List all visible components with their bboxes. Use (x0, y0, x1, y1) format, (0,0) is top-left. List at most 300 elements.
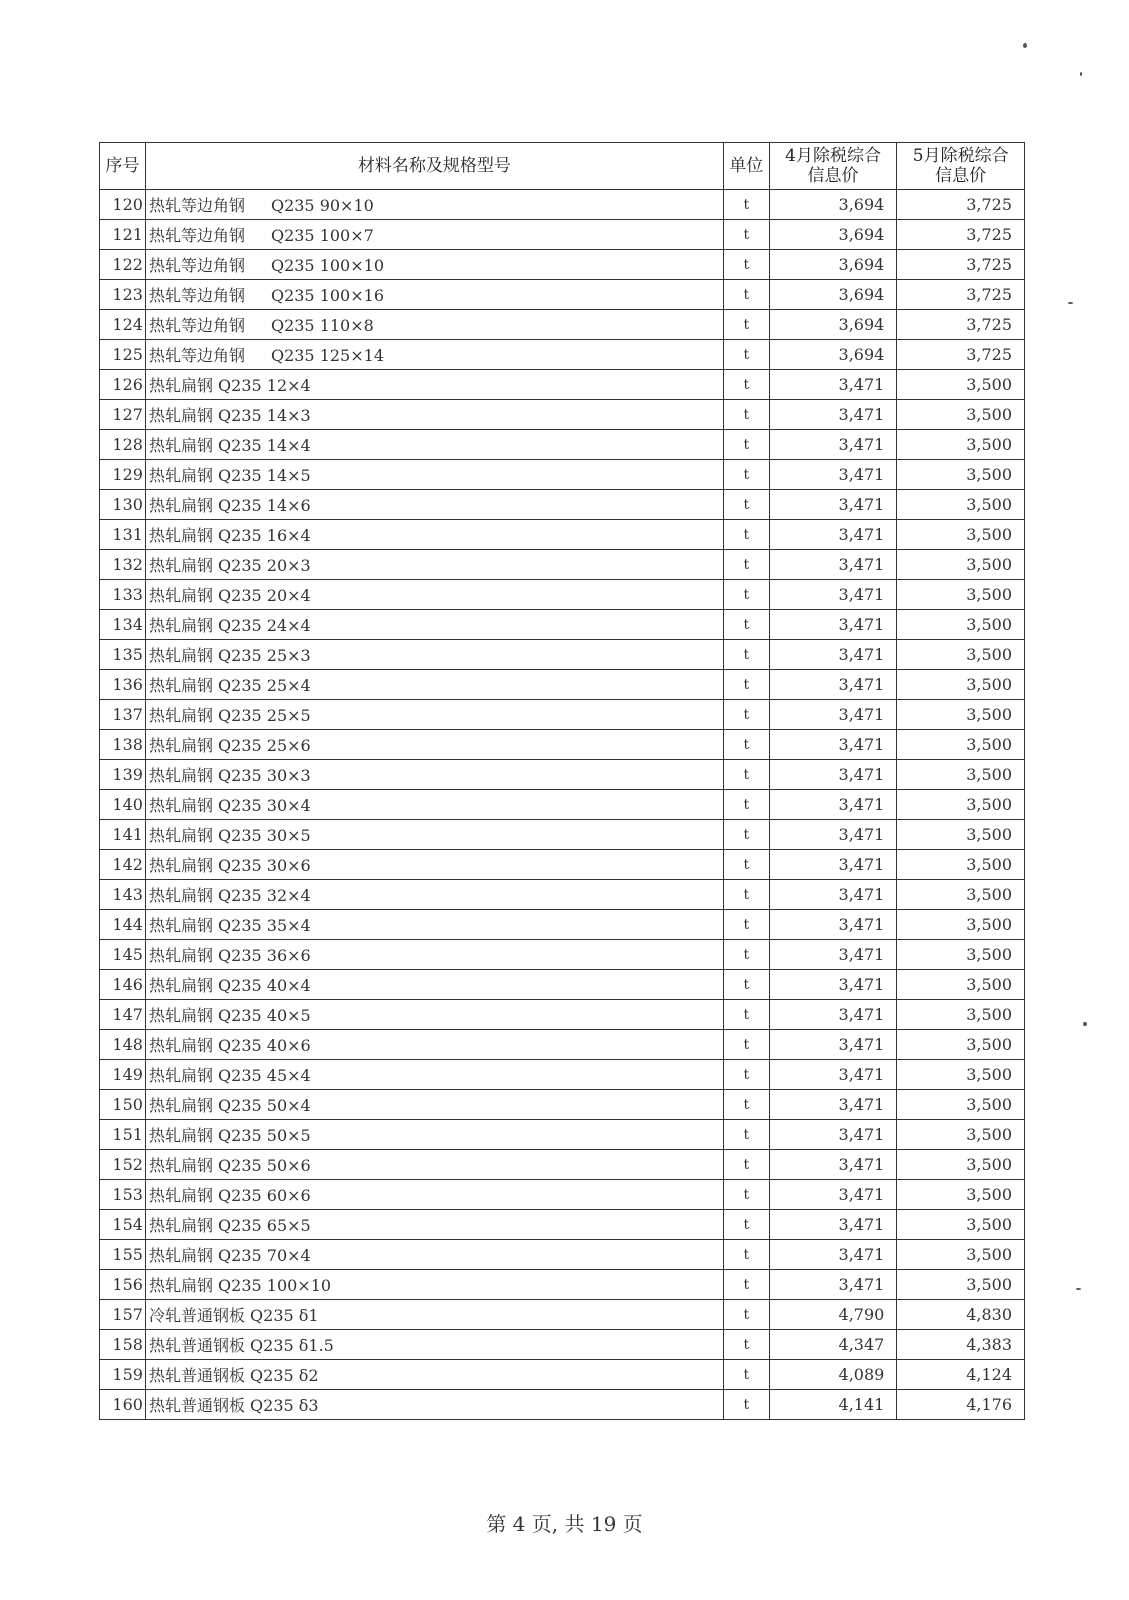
row-material-label: 热轧扁钢 Q235 40×4 (148, 976, 311, 995)
row-material-name (145, 490, 723, 520)
row-seq: 145 (100, 940, 146, 970)
row-unit: t (723, 640, 769, 670)
row-seq: 129 (100, 460, 146, 490)
table-row (100, 280, 1025, 310)
row-material-label: 热轧等边角钢 (148, 346, 245, 365)
row-seq: 124 (100, 310, 146, 340)
row-material-name (145, 1150, 723, 1180)
table-row (100, 430, 1025, 460)
table-row (100, 340, 1025, 370)
row-material-name (145, 220, 723, 250)
header-april-price (769, 143, 897, 190)
header-seq: 序号 (100, 143, 146, 190)
row-unit: t (723, 1030, 769, 1060)
row-material-name (145, 430, 723, 460)
row-unit: t (723, 760, 769, 790)
row-material-label: 热轧扁钢 Q235 40×5 (148, 1006, 311, 1025)
row-april-price: 3,471 (769, 550, 897, 580)
page-footer: 第 4 页, 共 19 页 (486, 1512, 643, 1536)
header-april-line1: 4月除税综合 (785, 146, 881, 166)
row-april-price: 3,471 (769, 520, 897, 550)
row-material-label: 热轧扁钢 Q235 50×4 (148, 1096, 311, 1115)
row-seq: 160 (100, 1390, 146, 1420)
table-row (100, 700, 1025, 730)
row-material-label: 热轧扁钢 Q235 36×6 (148, 946, 311, 965)
table-row (100, 640, 1025, 670)
table-row (100, 1150, 1025, 1180)
row-seq: 121 (100, 220, 146, 250)
row-april-price: 3,471 (769, 940, 897, 970)
table-row (100, 1330, 1025, 1360)
row-seq: 126 (100, 370, 146, 400)
row-april-price: 4,089 (769, 1360, 897, 1390)
row-material-label: 热轧扁钢 Q235 40×6 (148, 1036, 311, 1055)
row-may-price: 3,500 (897, 1030, 1025, 1060)
row-seq: 134 (100, 610, 146, 640)
row-material-label: 热轧等边角钢 (148, 256, 245, 275)
row-unit: t (723, 1090, 769, 1120)
table-body (100, 190, 1025, 1420)
row-may-price: 3,500 (897, 370, 1025, 400)
row-unit: t (723, 430, 769, 460)
table-row (100, 580, 1025, 610)
row-material-name (145, 1390, 723, 1420)
row-material-label: 热轧扁钢 Q235 70×4 (148, 1246, 311, 1265)
table-row (100, 400, 1025, 430)
row-material-spec: Q235 100×10 (270, 256, 384, 275)
row-seq: 159 (100, 1360, 146, 1390)
row-may-price: 3,500 (897, 580, 1025, 610)
row-material-name (145, 1000, 723, 1030)
row-seq: 152 (100, 1150, 146, 1180)
row-material-name (145, 1270, 723, 1300)
row-material-name (145, 850, 723, 880)
row-unit: t (723, 340, 769, 370)
row-material-name (145, 610, 723, 640)
header-may-price (897, 143, 1025, 190)
row-april-price: 3,694 (769, 310, 897, 340)
row-may-price: 3,500 (897, 1210, 1025, 1240)
row-unit: t (723, 820, 769, 850)
row-seq: 148 (100, 1030, 146, 1060)
row-material-name (145, 580, 723, 610)
row-material-name (145, 400, 723, 430)
row-may-price: 3,500 (897, 910, 1025, 940)
table-row (100, 970, 1025, 1000)
row-material-label: 热轧等边角钢 (148, 196, 245, 215)
row-material-name (145, 1090, 723, 1120)
row-april-price: 3,471 (769, 1240, 897, 1270)
row-material-name (145, 1060, 723, 1090)
row-april-price: 3,471 (769, 640, 897, 670)
row-seq: 143 (100, 880, 146, 910)
row-april-price: 3,471 (769, 760, 897, 790)
table-row (100, 250, 1025, 280)
row-material-label: 热轧扁钢 Q235 16×4 (148, 526, 311, 545)
row-unit: t (723, 370, 769, 400)
row-unit: t (723, 880, 769, 910)
row-unit: t (723, 1360, 769, 1390)
row-may-price: 3,500 (897, 520, 1025, 550)
row-unit: t (723, 1330, 769, 1360)
row-unit: t (723, 970, 769, 1000)
header-april-line2: 信息价 (807, 166, 859, 186)
row-may-price: 3,500 (897, 700, 1025, 730)
row-unit: t (723, 580, 769, 610)
scan-speck (1083, 1022, 1087, 1026)
row-may-price: 3,500 (897, 1120, 1025, 1150)
row-seq: 125 (100, 340, 146, 370)
row-material-name (145, 1360, 723, 1390)
row-seq: 135 (100, 640, 146, 670)
row-unit: t (723, 520, 769, 550)
row-seq: 146 (100, 970, 146, 1000)
row-may-price: 3,500 (897, 730, 1025, 760)
row-unit: t (723, 610, 769, 640)
row-material-label: 热轧扁钢 Q235 100×10 (148, 1276, 332, 1295)
table-row (100, 610, 1025, 640)
row-unit: t (723, 790, 769, 820)
row-may-price: 3,500 (897, 460, 1025, 490)
row-material-name (145, 1210, 723, 1240)
row-material-name (145, 520, 723, 550)
row-material-label: 热轧等边角钢 (148, 286, 245, 305)
row-april-price: 3,471 (769, 610, 897, 640)
row-april-price: 3,471 (769, 880, 897, 910)
row-material-label: 热轧扁钢 Q235 50×6 (148, 1156, 311, 1175)
row-may-price: 3,500 (897, 550, 1025, 580)
table-row (100, 550, 1025, 580)
row-material-spec: Q235 100×7 (270, 226, 374, 245)
row-unit: t (723, 460, 769, 490)
header-may-line1: 5月除税综合 (912, 146, 1009, 166)
row-material-name (145, 940, 723, 970)
row-material-label: 热轧扁钢 Q235 32×4 (148, 886, 311, 905)
row-april-price: 3,694 (769, 250, 897, 280)
row-unit: t (723, 850, 769, 880)
table-row (100, 1030, 1025, 1060)
table-row (100, 460, 1025, 490)
row-material-name (145, 370, 723, 400)
row-may-price: 3,500 (897, 670, 1025, 700)
row-april-price: 4,790 (769, 1300, 897, 1330)
row-material-label: 热轧扁钢 Q235 30×5 (148, 826, 311, 845)
row-may-price: 3,725 (897, 220, 1025, 250)
row-seq: 141 (100, 820, 146, 850)
row-seq: 133 (100, 580, 146, 610)
row-material-name (145, 250, 723, 280)
row-april-price: 3,471 (769, 1210, 897, 1240)
row-unit: t (723, 400, 769, 430)
row-april-price: 3,694 (769, 220, 897, 250)
table-row (100, 790, 1025, 820)
row-may-price: 3,500 (897, 1270, 1025, 1300)
row-material-label: 热轧扁钢 Q235 20×4 (148, 586, 311, 605)
row-unit: t (723, 670, 769, 700)
row-april-price: 3,471 (769, 700, 897, 730)
row-material-name (145, 550, 723, 580)
row-material-label: 热轧扁钢 Q235 35×4 (148, 916, 311, 935)
row-material-spec: Q235 125×14 (270, 346, 384, 365)
row-may-price: 4,830 (897, 1300, 1025, 1330)
table-row (100, 1120, 1025, 1150)
row-seq: 130 (100, 490, 146, 520)
row-material-label: 热轧扁钢 Q235 12×4 (148, 376, 311, 395)
table-row (100, 490, 1025, 520)
row-unit: t (723, 1060, 769, 1090)
row-material-name (145, 1240, 723, 1270)
row-unit: t (723, 730, 769, 760)
row-unit: t (723, 1150, 769, 1180)
table-row (100, 1240, 1025, 1270)
row-material-name (145, 910, 723, 940)
table-row (100, 370, 1025, 400)
row-april-price: 3,471 (769, 1090, 897, 1120)
row-material-label: 热轧等边角钢 (148, 226, 245, 245)
table-row (100, 310, 1025, 340)
row-may-price: 3,500 (897, 1180, 1025, 1210)
row-may-price: 3,500 (897, 1060, 1025, 1090)
row-material-label: 热轧扁钢 Q235 14×4 (148, 436, 311, 455)
row-material-label: 热轧普通钢板 Q235 δ1.5 (148, 1336, 334, 1355)
row-seq: 123 (100, 280, 146, 310)
row-unit: t (723, 1390, 769, 1420)
row-may-price: 3,500 (897, 940, 1025, 970)
row-material-name (145, 340, 723, 370)
row-seq: 144 (100, 910, 146, 940)
table-row (100, 1300, 1025, 1330)
row-april-price: 3,471 (769, 1030, 897, 1060)
row-seq: 154 (100, 1210, 146, 1240)
row-material-name (145, 640, 723, 670)
row-unit: t (723, 1270, 769, 1300)
row-material-label: 热轧普通钢板 Q235 δ2 (148, 1366, 319, 1385)
row-may-price: 3,725 (897, 280, 1025, 310)
row-unit: t (723, 910, 769, 940)
row-seq: 136 (100, 670, 146, 700)
scan-speck (1023, 43, 1027, 48)
row-material-label: 热轧扁钢 Q235 25×6 (148, 736, 311, 755)
row-unit: t (723, 700, 769, 730)
row-april-price: 3,694 (769, 190, 897, 220)
row-unit: t (723, 310, 769, 340)
row-may-price: 3,500 (897, 400, 1025, 430)
row-material-spec: Q235 110×8 (270, 316, 374, 335)
row-material-label: 热轧扁钢 Q235 50×5 (148, 1126, 311, 1145)
row-material-label: 热轧扁钢 Q235 14×3 (148, 406, 311, 425)
row-may-price: 3,500 (897, 760, 1025, 790)
row-unit: t (723, 490, 769, 520)
row-material-label: 热轧扁钢 Q235 45×4 (148, 1066, 311, 1085)
row-may-price: 3,500 (897, 820, 1025, 850)
table-row (100, 1180, 1025, 1210)
row-may-price: 3,500 (897, 1150, 1025, 1180)
header-may-line2: 信息价 (935, 166, 987, 186)
row-april-price: 3,471 (769, 910, 897, 940)
row-april-price: 3,471 (769, 970, 897, 1000)
row-may-price: 3,725 (897, 190, 1025, 220)
row-unit: t (723, 1210, 769, 1240)
table-row (100, 1270, 1025, 1300)
table-header-row (100, 143, 1025, 190)
row-seq: 149 (100, 1060, 146, 1090)
row-april-price: 3,471 (769, 370, 897, 400)
row-material-name (145, 280, 723, 310)
row-april-price: 3,694 (769, 340, 897, 370)
table-row (100, 670, 1025, 700)
price-table (99, 142, 1025, 1420)
header-unit: 单位 (723, 143, 769, 190)
row-material-label: 热轧扁钢 Q235 30×3 (148, 766, 311, 785)
row-april-price: 3,471 (769, 430, 897, 460)
table-row (100, 1390, 1025, 1420)
row-seq: 127 (100, 400, 146, 430)
row-seq: 153 (100, 1180, 146, 1210)
table-row (100, 850, 1025, 880)
table-row (100, 520, 1025, 550)
row-may-price: 3,500 (897, 850, 1025, 880)
table-row (100, 940, 1025, 970)
row-april-price: 4,347 (769, 1330, 897, 1360)
row-april-price: 3,471 (769, 1180, 897, 1210)
row-unit: t (723, 1180, 769, 1210)
table-row (100, 760, 1025, 790)
row-unit: t (723, 1300, 769, 1330)
row-material-label: 热轧扁钢 Q235 20×3 (148, 556, 311, 575)
row-april-price: 3,471 (769, 1150, 897, 1180)
row-material-label: 热轧扁钢 Q235 25×5 (148, 706, 311, 725)
row-seq: 157 (100, 1300, 146, 1330)
row-unit: t (723, 550, 769, 580)
row-material-label: 热轧等边角钢 (148, 316, 245, 335)
row-may-price: 3,725 (897, 250, 1025, 280)
row-april-price: 4,141 (769, 1390, 897, 1420)
row-april-price: 3,694 (769, 280, 897, 310)
row-seq: 131 (100, 520, 146, 550)
table-row (100, 1060, 1025, 1090)
row-seq: 151 (100, 1120, 146, 1150)
row-material-name (145, 1180, 723, 1210)
row-material-name (145, 1030, 723, 1060)
row-may-price: 3,500 (897, 970, 1025, 1000)
table-row (100, 1090, 1025, 1120)
scan-speck (1080, 72, 1082, 76)
row-seq: 132 (100, 550, 146, 580)
header-material-name: 材料名称及规格型号 (145, 143, 723, 190)
row-material-name (145, 700, 723, 730)
row-may-price: 3,725 (897, 310, 1025, 340)
row-unit: t (723, 1000, 769, 1030)
row-material-name (145, 670, 723, 700)
row-april-price: 3,471 (769, 730, 897, 760)
row-may-price: 3,500 (897, 490, 1025, 520)
row-material-name (145, 1120, 723, 1150)
row-unit: t (723, 250, 769, 280)
row-material-name (145, 970, 723, 1000)
row-material-label: 冷轧普通钢板 Q235 δ1 (148, 1306, 319, 1325)
row-material-spec: Q235 100×16 (270, 286, 384, 305)
row-april-price: 3,471 (769, 820, 897, 850)
row-april-price: 3,471 (769, 400, 897, 430)
row-material-label: 热轧扁钢 Q235 65×5 (148, 1216, 311, 1235)
scan-speck (1076, 1288, 1081, 1290)
row-material-name (145, 310, 723, 340)
table-row (100, 880, 1025, 910)
row-material-name (145, 730, 723, 760)
row-april-price: 3,471 (769, 790, 897, 820)
row-seq: 158 (100, 1330, 146, 1360)
row-seq: 140 (100, 790, 146, 820)
row-april-price: 3,471 (769, 670, 897, 700)
table-row (100, 1210, 1025, 1240)
row-seq: 150 (100, 1090, 146, 1120)
row-april-price: 3,471 (769, 1120, 897, 1150)
row-april-price: 3,471 (769, 1270, 897, 1300)
row-may-price: 3,500 (897, 880, 1025, 910)
row-april-price: 3,471 (769, 460, 897, 490)
table-row (100, 220, 1025, 250)
row-material-label: 热轧扁钢 Q235 30×6 (148, 856, 311, 875)
row-material-name (145, 760, 723, 790)
row-material-name (145, 880, 723, 910)
row-material-name (145, 460, 723, 490)
scan-speck (1068, 302, 1073, 304)
row-material-label: 热轧扁钢 Q235 60×6 (148, 1186, 311, 1205)
row-may-price: 3,500 (897, 1240, 1025, 1270)
row-material-spec: Q235 90×10 (270, 196, 374, 215)
row-unit: t (723, 1240, 769, 1270)
row-unit: t (723, 280, 769, 310)
row-material-name (145, 790, 723, 820)
row-material-label: 热轧扁钢 Q235 14×6 (148, 496, 311, 515)
row-seq: 156 (100, 1270, 146, 1300)
row-material-label: 热轧扁钢 Q235 14×5 (148, 466, 311, 485)
row-seq: 137 (100, 700, 146, 730)
row-material-label: 热轧扁钢 Q235 30×4 (148, 796, 311, 815)
table-row (100, 820, 1025, 850)
row-may-price: 3,500 (897, 610, 1025, 640)
row-seq: 155 (100, 1240, 146, 1270)
row-april-price: 3,471 (769, 850, 897, 880)
row-seq: 142 (100, 850, 146, 880)
row-may-price: 4,383 (897, 1330, 1025, 1360)
row-may-price: 4,124 (897, 1360, 1025, 1390)
table-row (100, 910, 1025, 940)
row-unit: t (723, 220, 769, 250)
row-may-price: 3,500 (897, 1090, 1025, 1120)
row-seq: 138 (100, 730, 146, 760)
row-seq: 120 (100, 190, 146, 220)
row-april-price: 3,471 (769, 580, 897, 610)
row-may-price: 3,500 (897, 430, 1025, 460)
table-row (100, 730, 1025, 760)
row-material-name (145, 820, 723, 850)
row-may-price: 3,500 (897, 1000, 1025, 1030)
row-material-label: 热轧扁钢 Q235 25×3 (148, 646, 311, 665)
row-may-price: 4,176 (897, 1390, 1025, 1420)
row-seq: 139 (100, 760, 146, 790)
row-seq: 122 (100, 250, 146, 280)
row-seq: 128 (100, 430, 146, 460)
row-material-name (145, 1300, 723, 1330)
row-may-price: 3,725 (897, 340, 1025, 370)
table-row (100, 1000, 1025, 1030)
row-seq: 147 (100, 1000, 146, 1030)
row-material-label: 热轧普通钢板 Q235 δ3 (148, 1396, 319, 1415)
row-unit: t (723, 190, 769, 220)
row-material-name (145, 1330, 723, 1360)
row-unit: t (723, 940, 769, 970)
